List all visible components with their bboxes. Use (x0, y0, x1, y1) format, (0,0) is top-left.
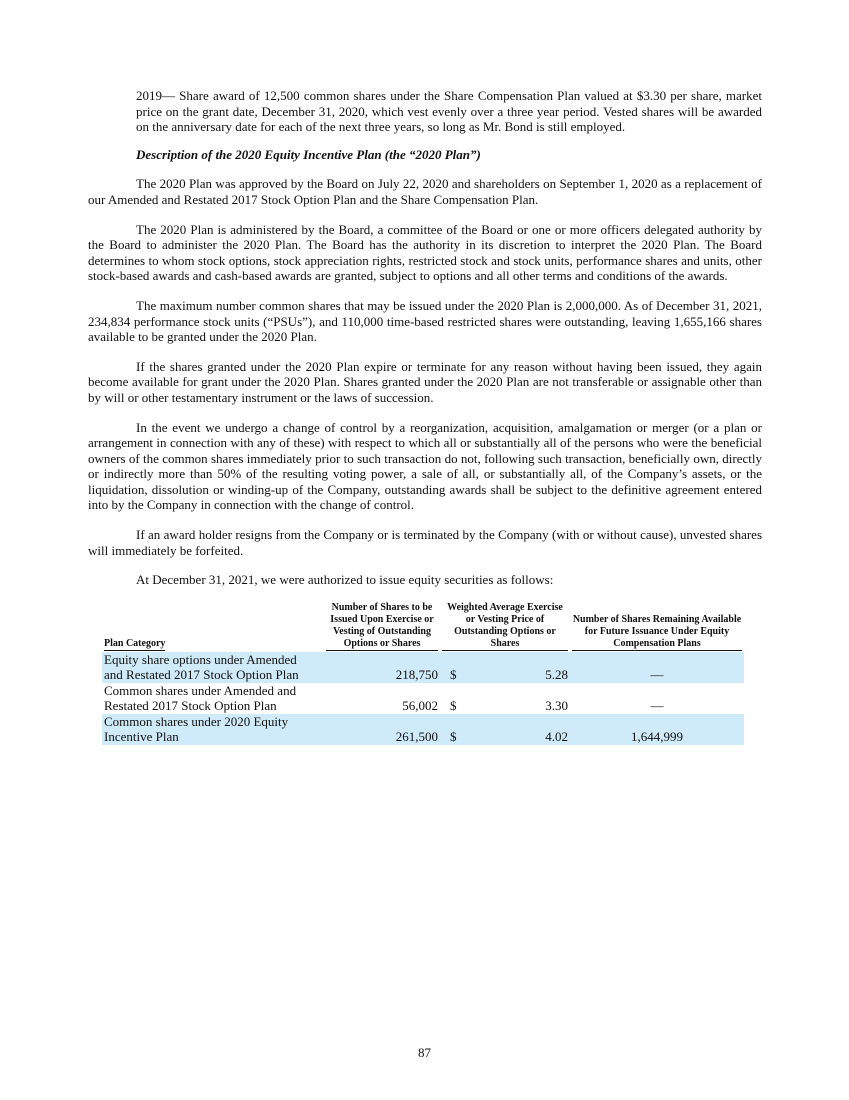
paragraph-2019-share-award: 2019— Share award of 12,500 common shares under the Share Compensation Plan valued at $3.30 per share, market price on the grant date, December 31, 2020, which vest evenly over a three year period. Vested shares will be awarded on the anniversary date for each of the next three years, so long as Mr. Bond is still employed. (136, 88, 762, 135)
document-page (88, 88, 762, 745)
row-currency: $ (440, 714, 464, 745)
header-plan-category: Plan Category (104, 637, 166, 649)
row-category: Common shares under 2020 Equity Incentive Plan (102, 714, 324, 745)
header-weighted-average-price: Weighted Average Exercise or Vesting Price of Outstanding Options or Shares (440, 602, 570, 652)
row-remaining: 1,644,999 (570, 714, 744, 745)
row-price: 5.28 (464, 652, 570, 683)
table-header-row (102, 602, 744, 652)
row-shares: 56,002 (402, 698, 438, 714)
section-heading: Description of the 2020 Equity Incentive Plan (the “2020 Plan”) (136, 146, 481, 162)
row-remaining: — (570, 652, 744, 683)
paragraph-change-of-control: In the event we undergo a change of control by a reorganization, acquisition, amalgamation or merger (or a plan or arrangement in connection with any of these) with respect to which all or substantially all of the persons who were the beneficial owners of the common shares immediately prior to such transaction do not, following such transaction, beneficially own, directly or indirectly more than 50% of the resulting voting power, a sale of all, or substantially all, of the Company’s assets, or the liquidation, dissolution or winding-up of the Company, outstanding awards shall be subject to the definitive agreement entered into by the Company in connection with the change of control. (88, 419, 762, 513)
table-row (102, 683, 744, 714)
paragraph-approval: The 2020 Plan was approved by the Board on July 22, 2020 and shareholders on September 1, 2020 as a replacement of our Amended and Restated 2017 Stock Option Plan and the Share Compensation Plan. (88, 176, 762, 207)
row-shares: 261,500 (324, 714, 440, 745)
row-category: Common shares under Amended and Restated 2017 Stock Option Plan (104, 682, 297, 714)
table-row (102, 714, 744, 745)
row-price: 3.30 (545, 698, 568, 714)
paragraph-expiration: If the shares granted under the 2020 Plan expire or terminate for any reason without having been issued, they again become available for grant under the 2020 Plan. Shares granted under the 2020 Plan are not transferable or assignable other than by will or other testamentary instrument or the laws of succession. (88, 358, 762, 405)
header-shares-to-be-issued: Number of Shares to be Issued Upon Exercise or Vesting of Outstanding Options or Shares (324, 602, 440, 652)
table-row (102, 652, 744, 683)
row-currency: $ (440, 652, 464, 683)
row-category: Equity share options under Amended and Restated 2017 Stock Option Plan (102, 652, 324, 683)
paragraph-administration: The 2020 Plan is administered by the Board, a committee of the Board or one or more officers delegated authority by the Board to administer the 2020 Plan. The Board has the authority in its discretion to interpret the 2020 Plan. The Board determines to whom stock options, stock appreciation rights, restricted stock and stock units, performance shares and units, other stock-based awards and cash-based awards are granted, subject to options and all other terms and conditions of the awards. (88, 221, 762, 284)
paragraph-authorized: At December 31, 2021, we were authorized to issue equity securities as follows: (136, 572, 554, 588)
paragraph-maximum-shares: The maximum number common shares that may be issued under the 2020 Plan is 2,000,000. As of December 31, 2021, 234,834 performance stock units (“PSUs”), and 110,000 time-based restricted shares were outstanding, leaving 1,655,166 shares available to be granted under the 2020 Plan. (88, 297, 762, 345)
equity-compensation-table (102, 602, 744, 745)
row-price: 4.02 (464, 714, 570, 745)
header-shares-remaining: Number of Shares Remaining Available for Future Issuance Under Equity Compensation Plans (572, 613, 742, 649)
paragraph-resignation: If an award holder resigns from the Company or is terminated by the Company (with or without cause), unvested shares will immediately be forfeited. (88, 527, 762, 558)
page-number: 87 (418, 1045, 431, 1060)
row-shares: 218,750 (324, 652, 440, 683)
row-currency: $ (450, 698, 457, 714)
row-remaining: — (650, 698, 664, 714)
